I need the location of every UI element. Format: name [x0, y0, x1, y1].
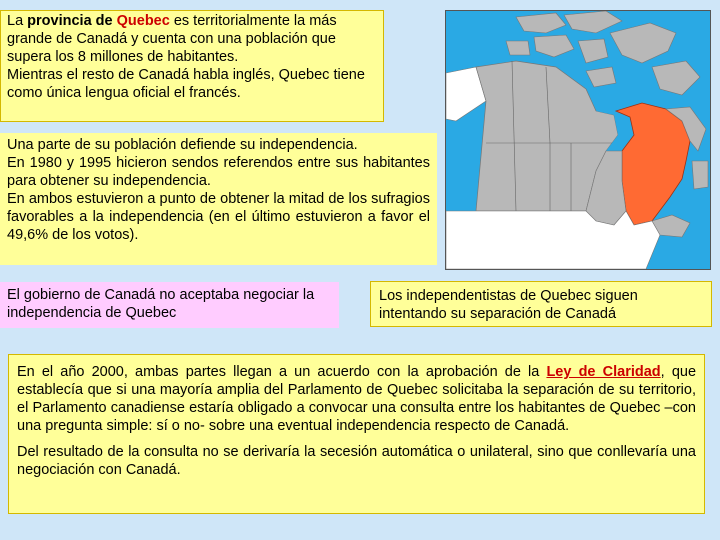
separatists-text-box: [370, 281, 712, 327]
intro-quebec-highlight: Quebec: [116, 13, 170, 29]
clarity-text-end: , que establecía que si una mayoría amplia del Parlamento de Quebec solicitaba la separación de su territorio, el Parlamento canadiense estaría obligado a convocar una consulta entre los habitantes de Quebec –con una pregunta simple: sí o no- sobre una eventual independencia respecto de Canadá.: [17, 364, 697, 434]
intro-paragraph-2: Mientras el resto de Canadá habla inglés, Quebec tiene como única lengua oficial el francés.: [7, 67, 365, 101]
clarity-law-highlight: Ley de Claridad: [546, 364, 661, 380]
clarity-text-start: En el año 2000, ambas partes llegan a un acuerdo con la aprobación de la: [17, 364, 547, 380]
intro-paragraph-1: [7, 12, 377, 66]
government-text-box: [0, 282, 339, 328]
intro-bold-provincia: provincia de: [27, 13, 113, 29]
canada-map-image: [445, 10, 711, 270]
independence-paragraph-1: Una parte de su población defiende su independencia.: [7, 137, 358, 153]
separatists-text: Los independentistas de Quebec siguen intentando su separación de Canadá: [379, 288, 638, 322]
clarity-law-text-box: [8, 354, 705, 514]
canada-map-icon: [446, 11, 710, 269]
clarity-law-paragraph-1: [17, 363, 696, 435]
clarity-law-paragraph-2: Del resultado de la consulta no se derivaría la secesión automática o unilateral, sino que conllevaría una negociación con Canadá.: [17, 444, 696, 478]
independence-text-box: [0, 133, 437, 265]
intro-text-box: [0, 10, 384, 122]
independence-paragraph-3: En ambos estuvieron a punto de obtener la mitad de los sufragios favorables a la independencia (en el último estuvieron a favor el 49,6% de los votos).: [7, 191, 430, 243]
intro-text-start: La: [7, 13, 28, 29]
independence-paragraph-2: En 1980 y 1995 hicieron sendos referendos entre sus habitantes para obtener su independencia.: [7, 155, 430, 189]
intro-text-end: es territorialmente la más grande de Canadá y cuenta con una población que supera los 8 millones de habitantes.: [7, 13, 337, 65]
government-text: El gobierno de Canadá no aceptaba negociar la independencia de Quebec: [7, 287, 315, 321]
